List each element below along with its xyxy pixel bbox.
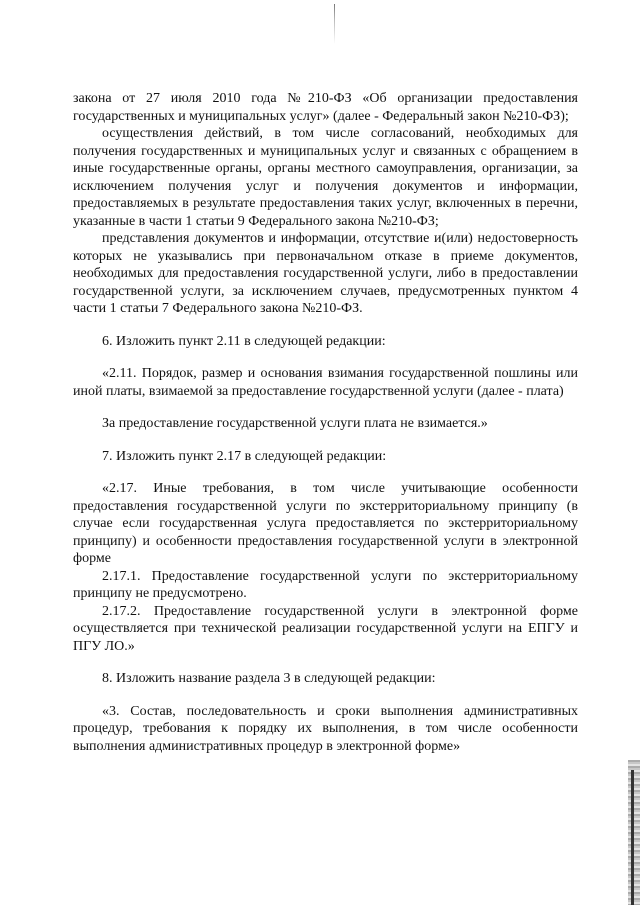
scan-artifact-bar [631,770,634,905]
scan-artifact-edge [628,760,640,905]
paragraph: 8. Изложить название раздела 3 в следующей редакции: [102,671,436,686]
paragraph: «3. Состав, последовательность и сроки выполнения административных процедур, требования к порядку их выполнения, в том числе особенности выполнения административных процедур в электронной форме» [73,703,578,754]
paragraph: 7. Изложить пункт 2.17 в следующей редакции: [102,448,387,464]
scan-artifact-top [334,4,335,44]
paragraph: За предоставление государственной услуги плата не взимается.» [102,416,488,431]
paragraph: представления документов и информации, отсутствие и(или) недостоверность которых не указывались при первоначальном отказе в приеме документов, необходимых для предоставления государственной услуги, либо в предоставлении государственной услуги, за исключением случаев, предусмотренных пунктом 4 части 1 статьи 7 Федерального закона №210-ФЗ. [73,231,578,316]
paragraph: закона от 27 июля 2010 года №210-ФЗ «Об организации предоставления государственных и муниципальных услуг» (далее - Федеральный закон №210-ФЗ); [73,91,578,124]
paragraph: 6. Изложить пункт 2.11 в следующей редакции: [102,333,386,349]
paragraph: осуществления действий, в том числе согласований, необходимых для получения государственных и муниципальных услуг и связанных с обращением в иные государственные органы, органы местного самоуправления, организации, за исключением получения услуг и получения документов и информации, предоставляемых в результате предоставления таких услуг, включенных в перечни, указанные в части 1 статьи 9 Федерального закона №210-ФЗ; [73,126,578,229]
paragraph: 2.17.1. Предоставление государственной услуги по экстерриториальному принципу не предусмотрено. [73,568,578,601]
paragraph: 2.17.2. Предоставление государственной услуги в электронной форме осуществляется при технической реализации государственной услуги на ЕПГУ и ПГУ ЛО.» [73,603,578,654]
paragraph: «2.11. Порядок, размер и основания взимания государственной пошлины или иной платы, взимаемой за предоставление государственной услуги (далее - плата) [73,366,578,399]
document-body [73,90,578,755]
paragraph: «2.17. Иные требования, в том числе учитывающие особенности предоставления государственной услуги по экстерриториальному принципу (в случае если государственная услуга предоставляется по экстерриториальному принципу) и особенности предоставления государственной услуги в электронной форме [73,481,578,566]
